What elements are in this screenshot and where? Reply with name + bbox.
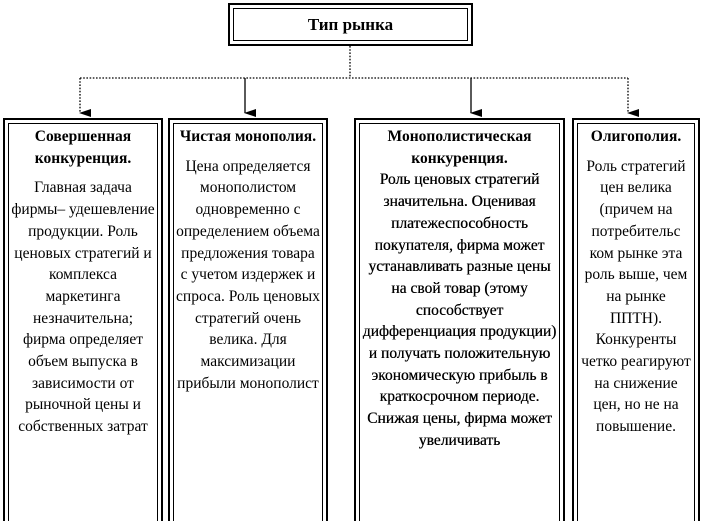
column-title: Чистая монополия. xyxy=(179,128,317,145)
column-title: Совершенная конкуренция. xyxy=(34,128,132,167)
column-title: Олигополия. xyxy=(590,128,682,145)
column-perfect-competition xyxy=(3,118,163,521)
column-monopolistic-competition xyxy=(354,118,565,521)
column-oligopoly xyxy=(572,118,700,521)
column-text: Роль ценовых стратегий значительна. Оценивая платежеспособность покупателя, фирма может устанавливать разные цены на свой товар (этому способствует дифференциация продукции) и получать положительную экономическую прибыль в краткосрочном периоде. Снижая цены, фирма может увеличивать xyxy=(362,171,557,449)
column-pure-monopoly xyxy=(168,118,328,521)
column-title: Монополистическая конкуренция. xyxy=(387,128,532,167)
column-text: Цена определяется монополистом одновременно с определением объема предложения товара с учетом издержек и спроса. Роль ценовых стратегий очень велика. Для максимизации прибыли монополист xyxy=(176,157,320,392)
column-text: Роль стратегий цен велика (причем на потребительс ком рынке эта роль выше, чем на рынке ППТН). Конкуренты четко реагируют на снижение цен, но не на повышение. xyxy=(581,157,691,436)
column-text: Главная задача фирмы– удешевление продукции. Роль ценовых стратегий и комплекса маркетинга незначительна; фирма определяет объем выпуска в зависимости от рыночной цены и собственных затрат xyxy=(11,179,155,436)
root-node-label: Тип рынка xyxy=(233,8,468,41)
